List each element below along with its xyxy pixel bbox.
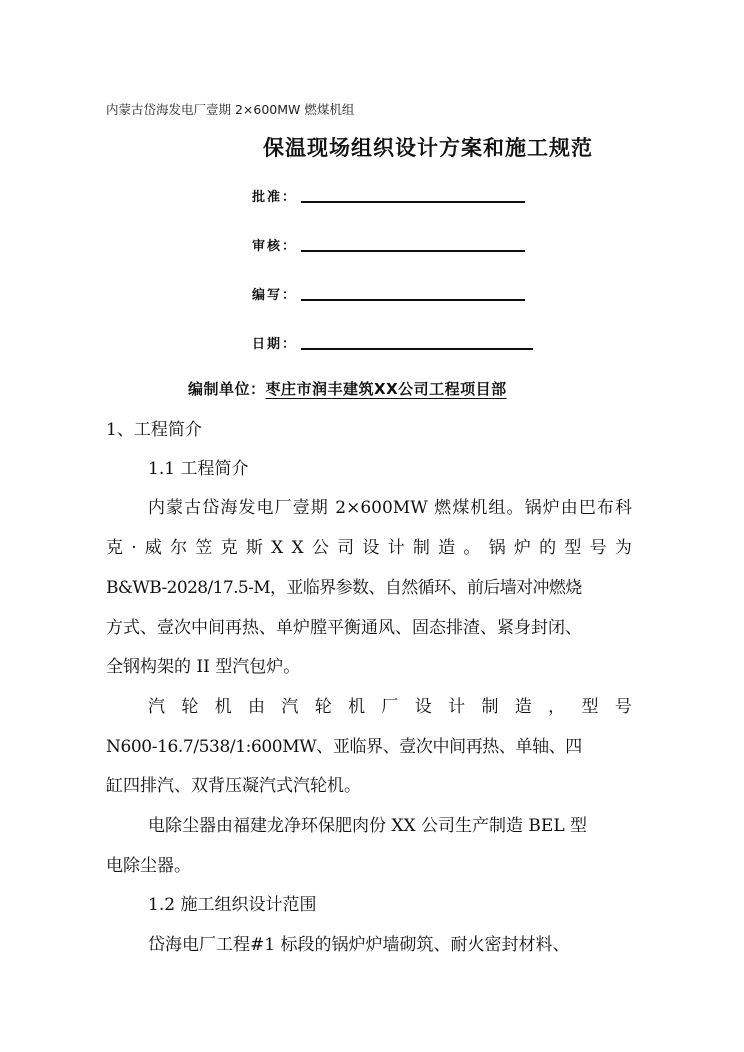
paragraph-1-line-2	[106, 538, 632, 558]
char: X	[271, 538, 284, 558]
char: 汽	[281, 697, 299, 717]
section-1-2-heading: 1.2 施工组织设计范围	[148, 895, 317, 915]
char: 司	[337, 538, 355, 558]
running-header: 内蒙古岱海发电厂壹期 2×600MW 燃煤机组	[106, 102, 355, 117]
char: 机	[348, 697, 366, 717]
paragraph-3-line-2: 电除尘器。	[106, 856, 191, 876]
char: ，	[548, 697, 566, 717]
char: 轮	[314, 697, 332, 717]
char: 厂	[381, 697, 399, 717]
char: 公	[311, 538, 329, 558]
organization-name: 枣庄市润丰建筑XX公司工程项目部	[265, 380, 507, 398]
review-row	[252, 235, 525, 254]
char: 号	[589, 538, 607, 558]
author-label: 编写：	[252, 288, 298, 303]
char: X	[291, 538, 304, 558]
review-label: 审核：	[252, 239, 298, 254]
char: 型	[564, 538, 582, 558]
char: 制	[412, 538, 430, 558]
paragraph-2-line-3: 缸四排汽、双背压凝汽式汽轮机。	[106, 776, 361, 796]
char: 威	[144, 538, 162, 558]
char: 由	[248, 697, 266, 717]
char: ·	[131, 538, 137, 558]
section-1-1-heading: 1.1 工程简介	[148, 459, 249, 479]
char: 克	[220, 538, 238, 558]
char: 为	[614, 538, 632, 558]
author-row	[252, 284, 525, 303]
char: 。	[463, 538, 481, 558]
char: 斯	[245, 538, 263, 558]
char: 汽	[148, 697, 165, 717]
section-1-heading: 1、工程简介	[106, 420, 202, 440]
char: 尔	[170, 538, 188, 558]
char: 设	[414, 697, 432, 717]
paragraph-4-line-1: 岱海电厂工程#1 标段的锅炉炉墙砌筑、耐火密封材料、	[148, 935, 570, 955]
date-label: 日期：	[252, 337, 298, 352]
paragraph-1-line-5: 全钢构架的 II 型汽包炉。	[106, 657, 301, 677]
paragraph-1-line-1: 内蒙古岱海发电厂壹期 2×600MW 燃煤机组。锅炉由巴布科	[148, 498, 632, 518]
approve-row	[252, 186, 525, 205]
paragraph-2-line-1	[148, 697, 632, 717]
char: 计	[387, 538, 405, 558]
char: 计	[448, 697, 466, 717]
organization-line	[188, 378, 507, 399]
char: 轮	[181, 697, 199, 717]
paragraph-1-line-4: 方式、壹次中间再热、单炉膛平衡通风、固态排渣、紧身封闭、	[106, 618, 582, 638]
date-row	[252, 333, 533, 352]
char: 型	[581, 697, 599, 717]
char: 制	[481, 697, 499, 717]
char: 的	[539, 538, 557, 558]
char: 笠	[195, 538, 213, 558]
char: 机	[214, 697, 232, 717]
char: 设	[362, 538, 380, 558]
char: 造	[514, 697, 532, 717]
char: 锅	[488, 538, 506, 558]
paragraph-3-line-1: 电除尘器由福建龙净环保肥肉份 XX 公司生产制造 BEL 型	[148, 816, 588, 836]
paragraph-2-line-2: N600-16.7/538/1:600MW、亚临界、壹次中间再热、单轴、四	[106, 737, 582, 757]
char: 炉	[513, 538, 531, 558]
author-signature-line[interactable]	[301, 299, 525, 301]
char: 造	[438, 538, 456, 558]
char: 克	[106, 538, 123, 558]
date-signature-line[interactable]	[301, 348, 533, 350]
approve-signature-line[interactable]	[301, 201, 525, 203]
organization-label: 编制单位：	[188, 380, 266, 398]
char: 号	[614, 697, 632, 717]
document-title: 保温现场组织设计方案和施工规范	[263, 136, 593, 160]
approve-label: 批准：	[252, 190, 298, 205]
review-signature-line[interactable]	[301, 250, 525, 252]
paragraph-1-line-3: B&WB-2028/17.5-M，亚临界参数、自然循环、前后墙对冲燃烧	[106, 578, 582, 598]
